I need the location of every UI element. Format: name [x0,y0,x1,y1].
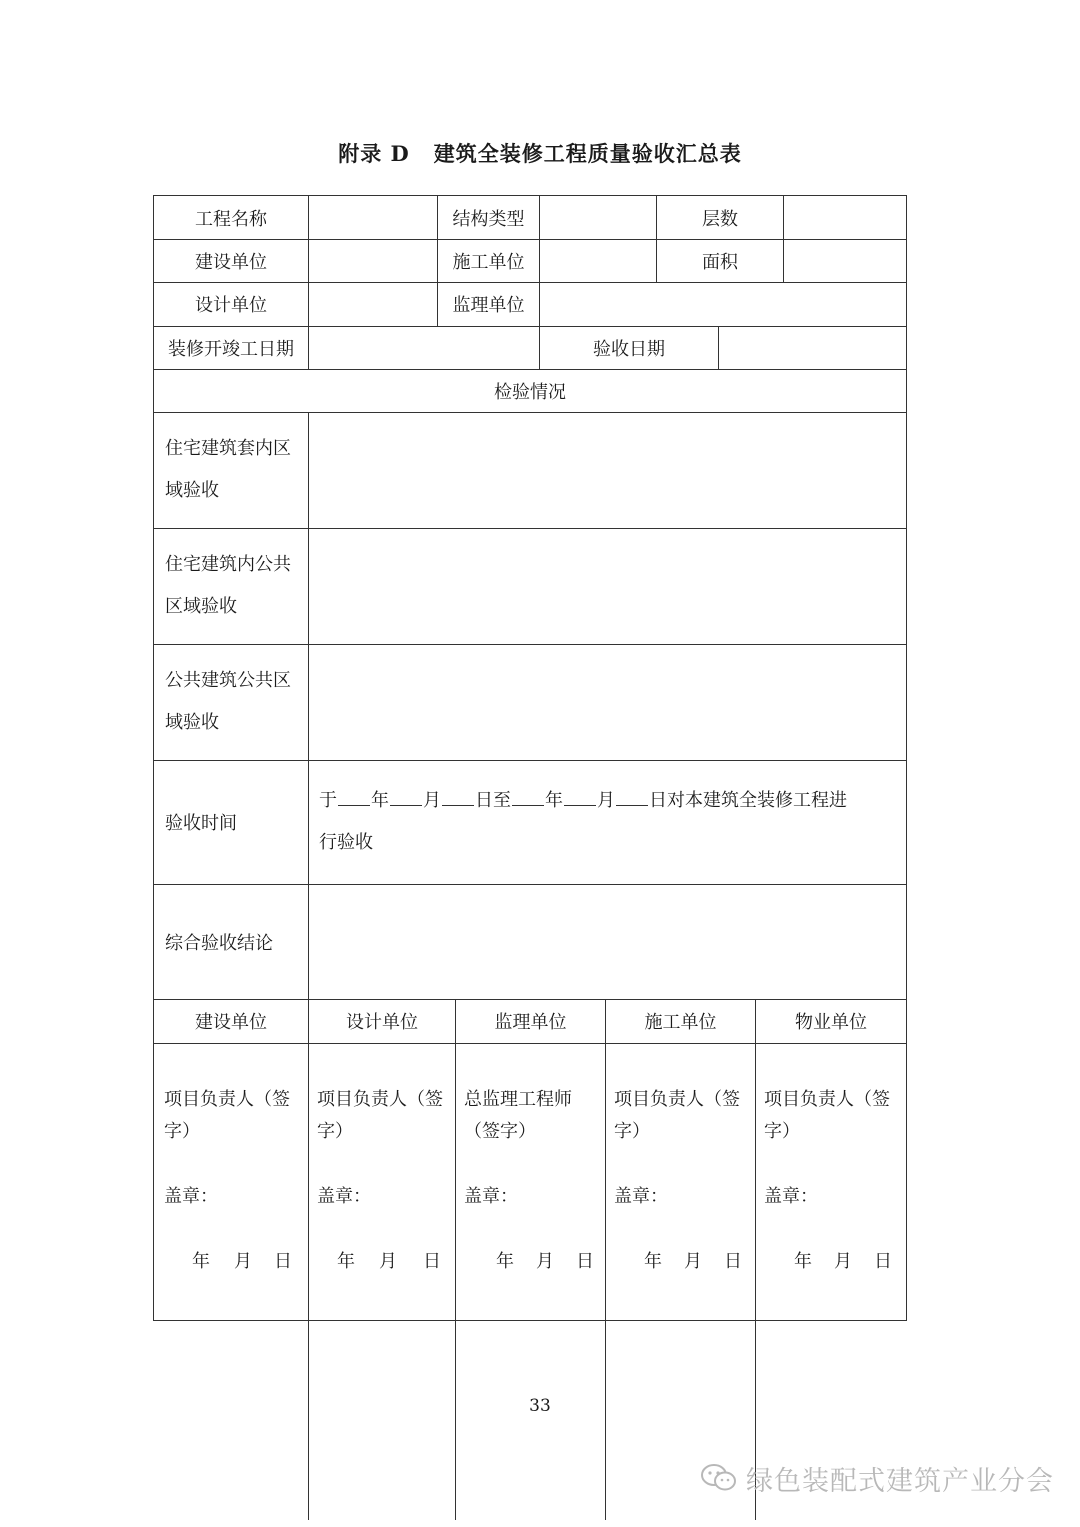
appendix-label: 附录 D [338,141,410,166]
label-structure-type: 结构类型 [452,208,525,230]
label-acceptance-time: 验收时间 [165,813,237,834]
acceptance-summary-form [153,195,907,1321]
label-area: 面积 [702,251,738,273]
blank-year-start[interactable] [338,791,370,806]
blank-year-end[interactable] [512,791,544,806]
label-project-name: 工程名称 [195,208,267,230]
field-floors[interactable] [784,196,906,239]
field-conclusion[interactable] [309,884,906,999]
field-project-name[interactable] [309,196,437,239]
sig-unit-contractor: 施工单位 [644,1012,717,1033]
sig-unit-design: 设计单位 [346,1012,418,1033]
label-conclusion: 综合验收结论 [165,932,273,954]
sig-block-design[interactable]: 项目负责人（签字） 盖章： 年 月 日 [317,1089,443,1272]
label-acceptance-date: 验收日期 [593,338,665,360]
inspection-header: 检验情况 [494,381,566,403]
sig-unit-construction: 建设单位 [195,1012,267,1033]
field-residential-inner[interactable] [309,412,906,528]
field-decoration-dates[interactable] [309,326,539,369]
label-residential-public: 住宅建筑内公共 区域验收 [165,554,291,617]
field-public-building[interactable] [309,644,906,760]
field-design-unit[interactable] [309,282,437,326]
sig-block-supervision[interactable]: 总监理工程师（签字） 盖章： 年 月 日 [464,1089,594,1272]
sig-unit-property: 物业单位 [795,1012,867,1033]
wechat-icon [700,1463,738,1493]
label-contractor: 施工单位 [452,251,525,273]
sig-block-contractor[interactable]: 项目负责人（签字） 盖章： 年 月 日 [614,1089,742,1272]
blank-month-start[interactable] [390,791,422,806]
label-floors: 层数 [702,208,738,230]
label-decoration-dates: 装修开竣工日期 [168,338,294,360]
document-title [0,138,1080,168]
blank-day-end[interactable] [616,791,648,806]
label-construction-unit: 建设单位 [195,251,267,273]
blank-month-end[interactable] [564,791,596,806]
page-number: 33 [529,1396,551,1416]
blank-day-start[interactable] [442,791,474,806]
label-supervision-unit: 监理单位 [452,295,525,316]
field-residential-public[interactable] [309,528,906,644]
sig-unit-supervision: 监理单位 [494,1012,567,1033]
field-contractor[interactable] [540,239,656,282]
label-public-building: 公共建筑公共区 域验收 [165,670,291,733]
field-area[interactable] [784,239,906,282]
watermark-text: 绿色装配式建筑产业分会 [746,1465,1054,1497]
label-residential-inner: 住宅建筑套内区 域验收 [165,438,291,501]
acceptance-time-text: 于 年 月 日至 年 月 日对本建筑全装修工程进 行验收 [319,790,847,853]
field-acceptance-date[interactable] [719,326,906,369]
field-supervision-unit[interactable] [540,282,906,326]
label-design-unit: 设计单位 [195,295,267,316]
sig-block-property[interactable]: 项目负责人（签字） 盖章： 年 月 日 [764,1089,892,1272]
table-title: 建筑全装修工程质量验收汇总表 [433,141,742,166]
field-construction-unit[interactable] [309,239,437,282]
field-structure-type[interactable] [540,196,656,239]
sig-block-construction[interactable]: 项目负责人（签字） 盖章： 年 月 日 [164,1089,292,1272]
watermark [700,1458,1054,1498]
